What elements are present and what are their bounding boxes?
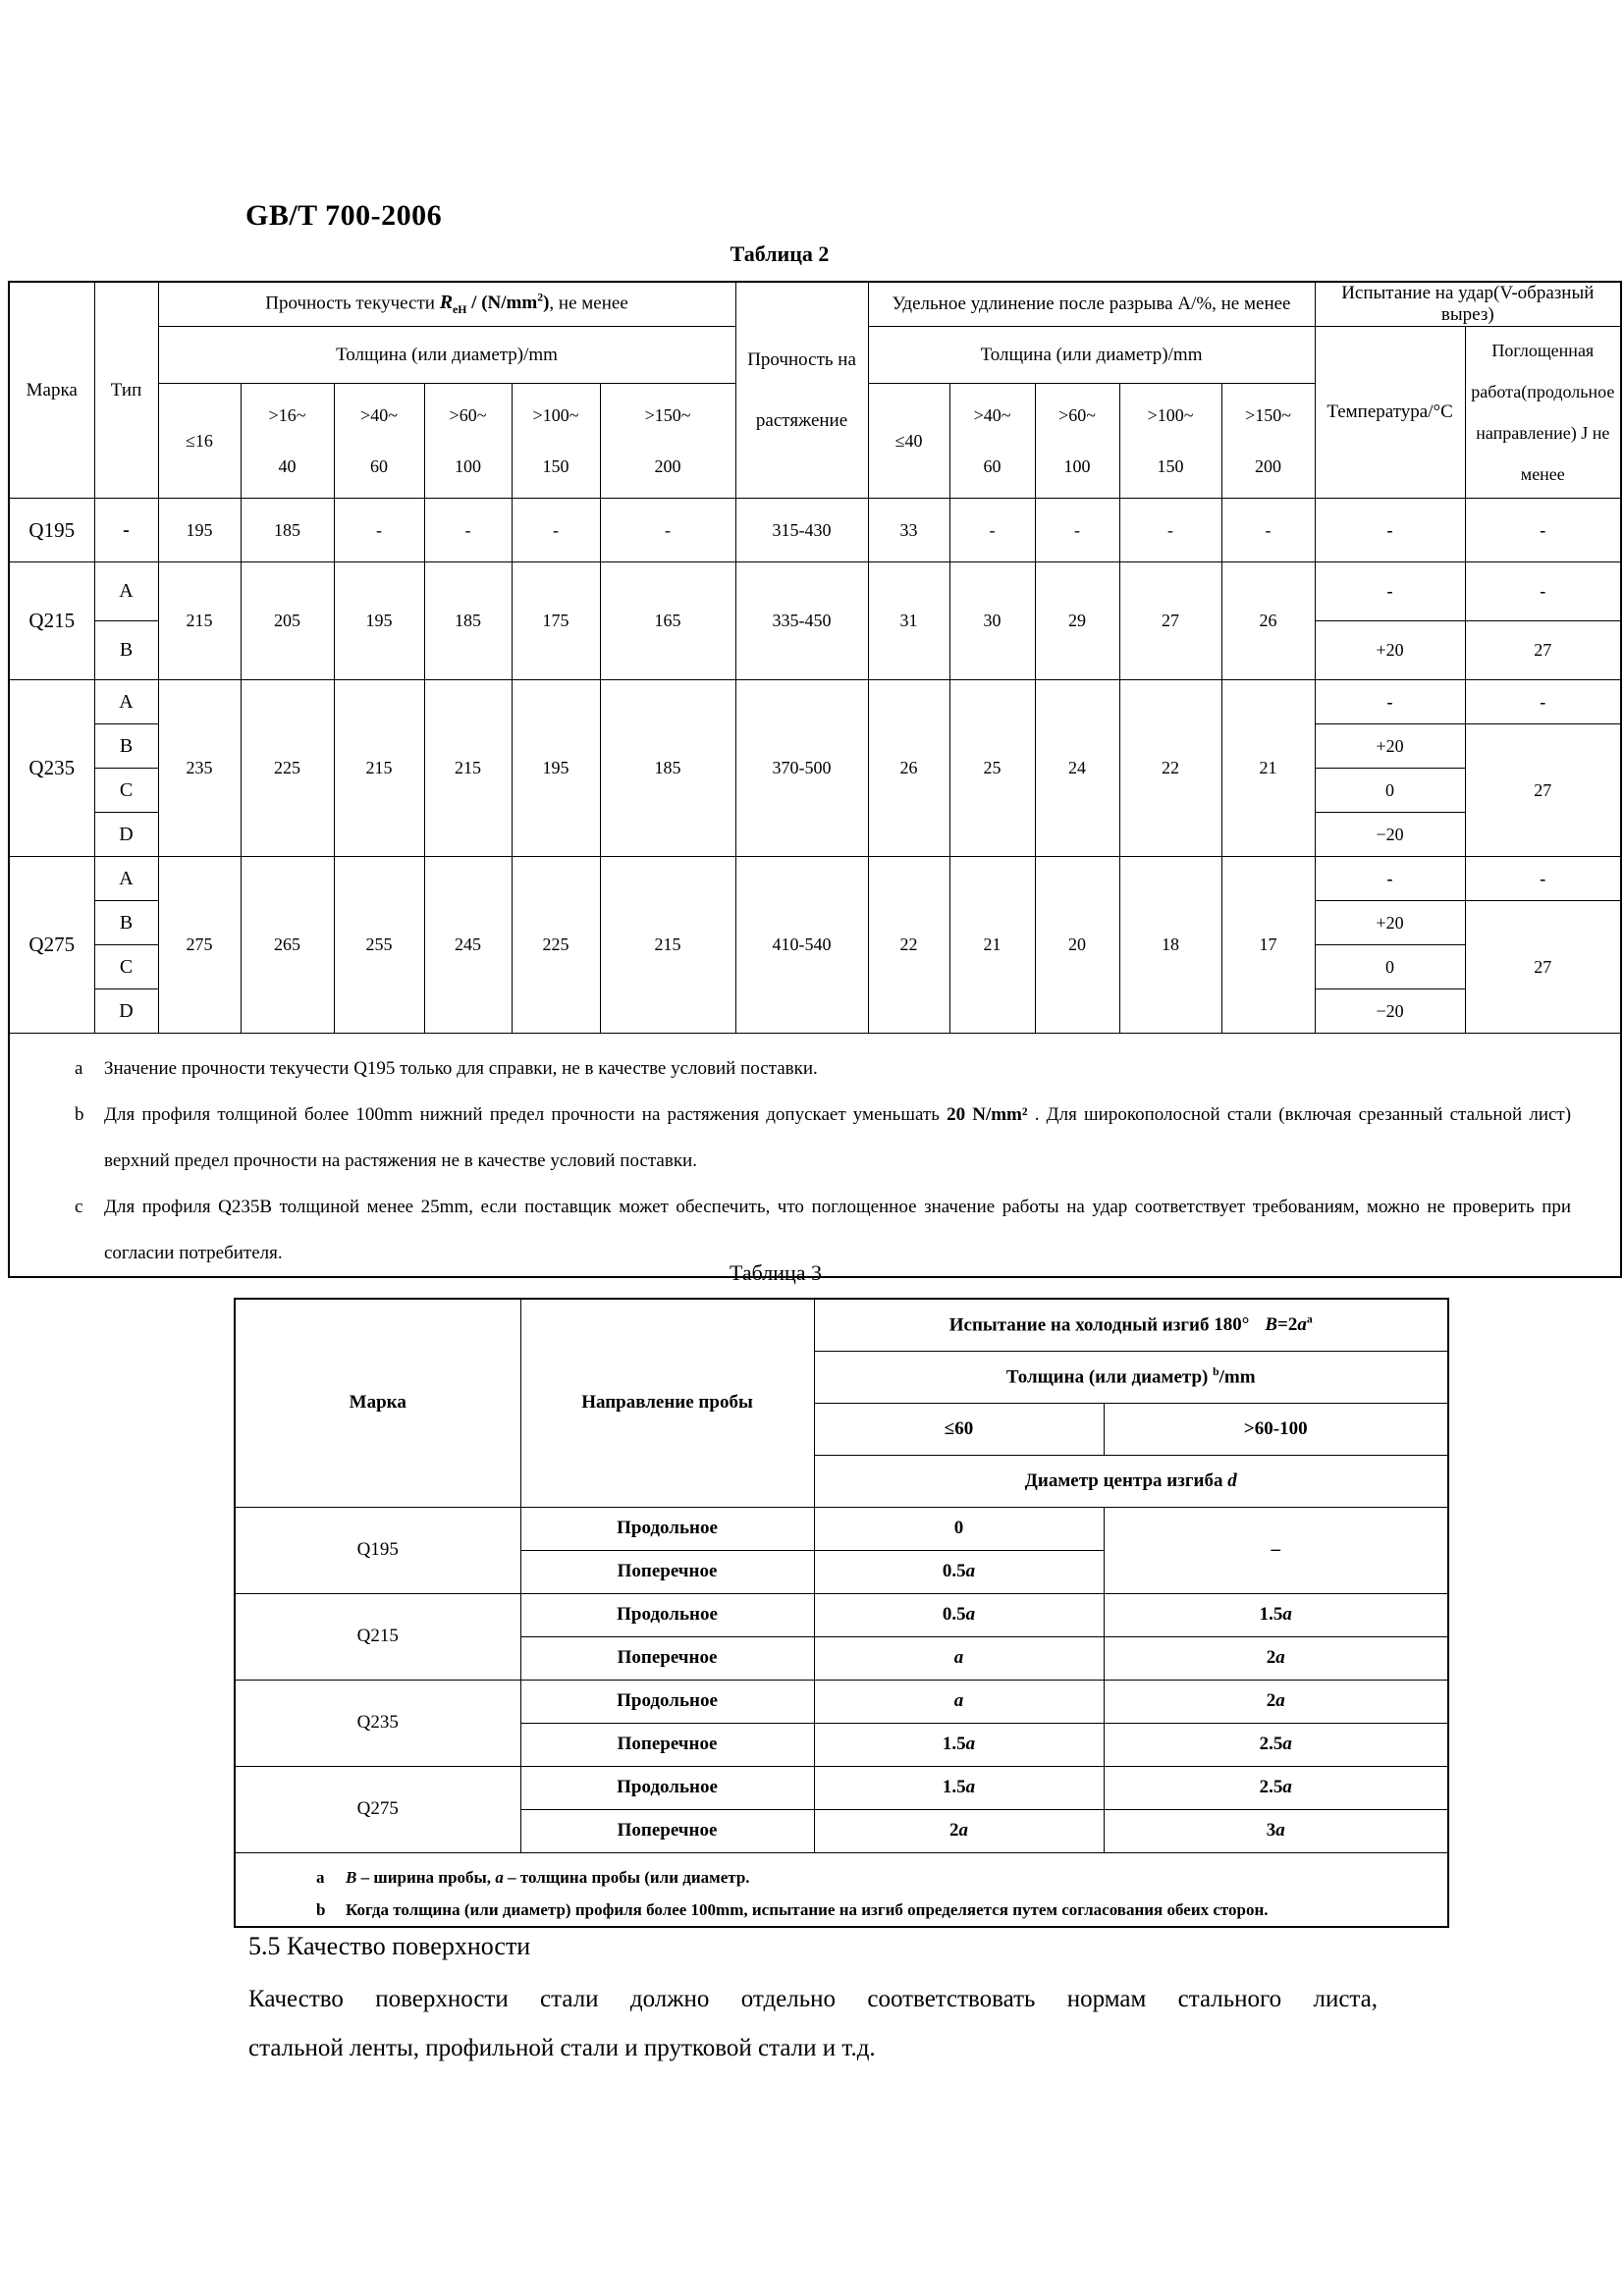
strength-formula: 20 N/mm² xyxy=(947,1104,1028,1125)
type-cell: D xyxy=(94,813,158,857)
yield-value-cell: 185 xyxy=(600,680,735,857)
footnote-letter: c xyxy=(75,1197,83,1217)
impact-work-value-cell: 27 xyxy=(1465,724,1621,857)
yield-formula: $R_{eH} / (N/mm^2)$ xyxy=(439,291,550,317)
impact-work-value-cell: - xyxy=(1465,562,1621,621)
yield-value-cell: 205 xyxy=(241,562,334,680)
grade-cell: Q275 xyxy=(235,1766,520,1852)
direction-cell: Поперечное xyxy=(520,1723,814,1766)
impact-work-value-cell: 27 xyxy=(1465,621,1621,680)
type-cell: C xyxy=(94,769,158,813)
grade-cell: Q235 xyxy=(9,680,94,857)
col-header-temperature: Температура/°C xyxy=(1315,327,1465,499)
table2-caption: Таблица 2 xyxy=(730,241,830,266)
direction-cell: Продольное xyxy=(520,1766,814,1809)
yield-value-cell: - xyxy=(600,499,735,562)
yield-value-cell: 185 xyxy=(424,562,512,680)
col-header-range: ≤40 xyxy=(868,384,949,499)
footnote-text: Для профиля Q235B толщиной менее 25mm, если поставщик может обеспечить, что поглощенное значение работы на удар соответствует требованиям, можно не проверить при согласии потребителя. xyxy=(104,1197,1572,1263)
yield-value-cell: 195 xyxy=(512,680,600,857)
bend-value-cell: 3a xyxy=(1104,1809,1448,1852)
impact-work-value-cell: - xyxy=(1465,857,1621,901)
elongation-value-cell: 30 xyxy=(949,562,1035,680)
body-text-line: стальной ленты, профильной стали и прутковой стали и т.д. xyxy=(248,2035,876,2061)
elongation-value-cell: 21 xyxy=(949,857,1035,1034)
col-header-direction: Направление пробы xyxy=(520,1299,814,1507)
body-paragraph xyxy=(248,1975,1378,2073)
col-header-range: >40~ 60 xyxy=(334,384,424,499)
bend-value-cell: 0.5a xyxy=(814,1550,1104,1593)
col-header-range: >60~ 100 xyxy=(1035,384,1119,499)
yield-label-suffix: , не менее xyxy=(549,293,628,314)
elongation-value-cell: 29 xyxy=(1035,562,1119,680)
col-header-range: >40~ 60 xyxy=(949,384,1035,499)
bend-value-cell: 2a xyxy=(1104,1636,1448,1680)
grade-cell: Q235 xyxy=(235,1680,520,1766)
bend-value-cell: 0 xyxy=(814,1507,1104,1550)
yield-label-prefix: Прочность текучести xyxy=(265,293,435,314)
col-header-range: >150~ 200 xyxy=(1221,384,1315,499)
elongation-value-cell: 27 xyxy=(1119,562,1221,680)
footnote-a xyxy=(316,1861,1418,1894)
yield-value-cell: 175 xyxy=(512,562,600,680)
temperature-value-cell: - xyxy=(1315,680,1465,724)
elongation-value-cell: 24 xyxy=(1035,680,1119,857)
type-cell: A xyxy=(94,562,158,621)
direction-cell: Поперечное xyxy=(520,1809,814,1852)
impact-work-value-cell: 27 xyxy=(1465,901,1621,1034)
elongation-value-cell: 31 xyxy=(868,562,949,680)
yield-value-cell: 255 xyxy=(334,857,424,1034)
col-header-gt60-100: >60-100 xyxy=(1104,1403,1448,1455)
footnote-a xyxy=(75,1045,1571,1092)
col-header-range: >150~ 200 xyxy=(600,384,735,499)
footnote-text: Для профиля толщиной более 100mm нижний предел прочности на растяжения допускает уменьшать 20 N/mm² . Для широкополосной стали (включая срезанный стальной лист) верхний предел прочности на растяжения не в качестве условий поставки. xyxy=(104,1104,1572,1171)
direction-cell: Продольное xyxy=(520,1593,814,1636)
body-text-line: Качество поверхности стали должно отдельно соответствовать нормам стального листа, xyxy=(248,1986,1378,2012)
temperature-value-cell: 0 xyxy=(1315,769,1465,813)
tensile-value-cell: 315-430 xyxy=(735,499,868,562)
footnote-text: B – ширина пробы, a – толщина пробы (или диаметр. xyxy=(346,1867,750,1887)
elongation-value-cell: 25 xyxy=(949,680,1035,857)
grade-cell: Q275 xyxy=(9,857,94,1034)
type-cell: D xyxy=(94,989,158,1034)
temperature-value-cell: −20 xyxy=(1315,813,1465,857)
elongation-value-cell: - xyxy=(949,499,1035,562)
yield-value-cell: 275 xyxy=(158,857,241,1034)
col-header-yield-strength xyxy=(158,282,735,327)
direction-cell: Поперечное xyxy=(520,1550,814,1593)
bend-value-cell: 2.5a xyxy=(1104,1766,1448,1809)
type-cell: A xyxy=(94,857,158,901)
document-title: GB/T 700-2006 xyxy=(245,199,443,232)
tensile-value-cell: 335-450 xyxy=(735,562,868,680)
direction-cell: Продольное xyxy=(520,1507,814,1550)
col-header-tensile-strength: Прочность на растяжение xyxy=(735,282,868,499)
yield-value-cell: 215 xyxy=(424,680,512,857)
col-header-range: >16~ 40 xyxy=(241,384,334,499)
yield-value-cell: - xyxy=(424,499,512,562)
yield-value-cell: 195 xyxy=(158,499,241,562)
footnote-b xyxy=(316,1894,1418,1926)
elongation-value-cell: 33 xyxy=(868,499,949,562)
direction-cell: Поперечное xyxy=(520,1636,814,1680)
yield-value-cell: - xyxy=(334,499,424,562)
yield-value-cell: 265 xyxy=(241,857,334,1034)
col-header-grade: Марка xyxy=(235,1299,520,1507)
col-header-bend-test: Испытание на холодный изгиб 180° $B=2a^a$ xyxy=(814,1299,1448,1351)
impact-work-value-cell: - xyxy=(1465,680,1621,724)
footnote-letter: a xyxy=(316,1867,325,1887)
grade-cell: Q215 xyxy=(9,562,94,680)
footnote-b xyxy=(75,1092,1571,1184)
elongation-value-cell: - xyxy=(1221,499,1315,562)
bend-formula: 180° $B=2a^a$ xyxy=(1214,1313,1313,1336)
yield-value-cell: - xyxy=(512,499,600,562)
col-header-marka: Марка xyxy=(9,282,94,499)
temperature-value-cell: - xyxy=(1315,857,1465,901)
bend-value-cell: 2.5a xyxy=(1104,1723,1448,1766)
bend-value-cell: a xyxy=(814,1680,1104,1723)
col-header-impact-test: Испытание на удар(V-образный вырез) xyxy=(1315,282,1621,327)
bend-value-cell: 0.5a xyxy=(814,1593,1104,1636)
type-cell: B xyxy=(94,621,158,680)
yield-value-cell: 215 xyxy=(600,857,735,1034)
footnote-text: Значение прочности текучести Q195 только для справки, не в качестве условий поставки. xyxy=(104,1058,818,1079)
elongation-value-cell: 26 xyxy=(1221,562,1315,680)
footnote-letter: a xyxy=(75,1058,83,1079)
col-header-thickness: Толщина (или диаметр) $^b$/mm xyxy=(814,1351,1448,1403)
elongation-value-cell: - xyxy=(1119,499,1221,562)
temperature-value-cell: - xyxy=(1315,562,1465,621)
elongation-value-cell: 17 xyxy=(1221,857,1315,1034)
type-cell: A xyxy=(94,680,158,724)
bend-value-cell: – xyxy=(1104,1507,1448,1593)
yield-value-cell: 235 xyxy=(158,680,241,857)
grade-cell: Q215 xyxy=(235,1593,520,1680)
elongation-value-cell: 22 xyxy=(1119,680,1221,857)
elongation-value-cell: - xyxy=(1035,499,1119,562)
col-header-absorbed-work: Поглощенная работа(продольное направление) J не менее xyxy=(1465,327,1621,499)
yield-value-cell: 225 xyxy=(241,680,334,857)
impact-work-value-cell: - xyxy=(1465,499,1621,562)
bend-value-cell: 1.5a xyxy=(814,1766,1104,1809)
col-header-thickness-elong: Толщина (или диаметр)/mm xyxy=(868,327,1315,384)
temperature-value-cell: +20 xyxy=(1315,621,1465,680)
elongation-value-cell: 18 xyxy=(1119,857,1221,1034)
col-header-range: >100~ 150 xyxy=(512,384,600,499)
grade-cell: Q195 xyxy=(9,499,94,562)
mechanical-properties-table xyxy=(8,281,1622,1278)
temperature-value-cell: 0 xyxy=(1315,945,1465,989)
footnote-letter: b xyxy=(75,1104,84,1125)
temperature-value-cell: +20 xyxy=(1315,724,1465,769)
grade-cell: Q195 xyxy=(235,1507,520,1593)
direction-cell: Продольное xyxy=(520,1680,814,1723)
bend-value-cell: 1.5a xyxy=(1104,1593,1448,1636)
type-cell: B xyxy=(94,901,158,945)
col-header-bend-diameter: Диаметр центра изгиба d xyxy=(814,1455,1448,1507)
type-cell: C xyxy=(94,945,158,989)
yield-value-cell: 225 xyxy=(512,857,600,1034)
elongation-value-cell: 26 xyxy=(868,680,949,857)
bend-value-cell: a xyxy=(814,1636,1104,1680)
col-header-tip: Тип xyxy=(94,282,158,499)
yield-value-cell: 215 xyxy=(334,680,424,857)
type-cell: B xyxy=(94,724,158,769)
temperature-value-cell: +20 xyxy=(1315,901,1465,945)
table3-caption: Таблица 3 xyxy=(729,1260,823,1285)
bend-value-cell: 2a xyxy=(814,1809,1104,1852)
yield-value-cell: 245 xyxy=(424,857,512,1034)
tensile-value-cell: 410-540 xyxy=(735,857,868,1034)
yield-value-cell: 185 xyxy=(241,499,334,562)
type-cell: - xyxy=(94,499,158,562)
elongation-value-cell: 22 xyxy=(868,857,949,1034)
col-header-elongation: Удельное удлинение после разрыва A/%, не менее xyxy=(868,282,1315,327)
yield-value-cell: 195 xyxy=(334,562,424,680)
footnote-letter: b xyxy=(316,1899,326,1919)
yield-value-cell: 215 xyxy=(158,562,241,680)
col-header-thickness-yield: Толщина (или диаметр)/mm xyxy=(158,327,735,384)
bend-value-cell: 2a xyxy=(1104,1680,1448,1723)
yield-value-cell: 165 xyxy=(600,562,735,680)
temperature-value-cell: - xyxy=(1315,499,1465,562)
col-header-range: >60~ 100 xyxy=(424,384,512,499)
cold-bend-test-table xyxy=(234,1298,1449,1928)
section-heading: 5.5 Качество поверхности xyxy=(248,1932,531,1960)
footnote-text: Когда толщина (или диаметр) профиля более 100mm, испытание на изгиб определяется путем согласования обеих сторон. xyxy=(346,1899,1269,1919)
col-header-range: ≤16 xyxy=(158,384,241,499)
temperature-value-cell: −20 xyxy=(1315,989,1465,1034)
col-header-range: >100~ 150 xyxy=(1119,384,1221,499)
elongation-value-cell: 20 xyxy=(1035,857,1119,1034)
tensile-value-cell: 370-500 xyxy=(735,680,868,857)
table2-footnotes xyxy=(9,1034,1621,1278)
table3-footnotes xyxy=(235,1852,1448,1927)
col-header-le60: ≤60 xyxy=(814,1403,1104,1455)
elongation-value-cell: 21 xyxy=(1221,680,1315,857)
bend-value-cell: 1.5a xyxy=(814,1723,1104,1766)
